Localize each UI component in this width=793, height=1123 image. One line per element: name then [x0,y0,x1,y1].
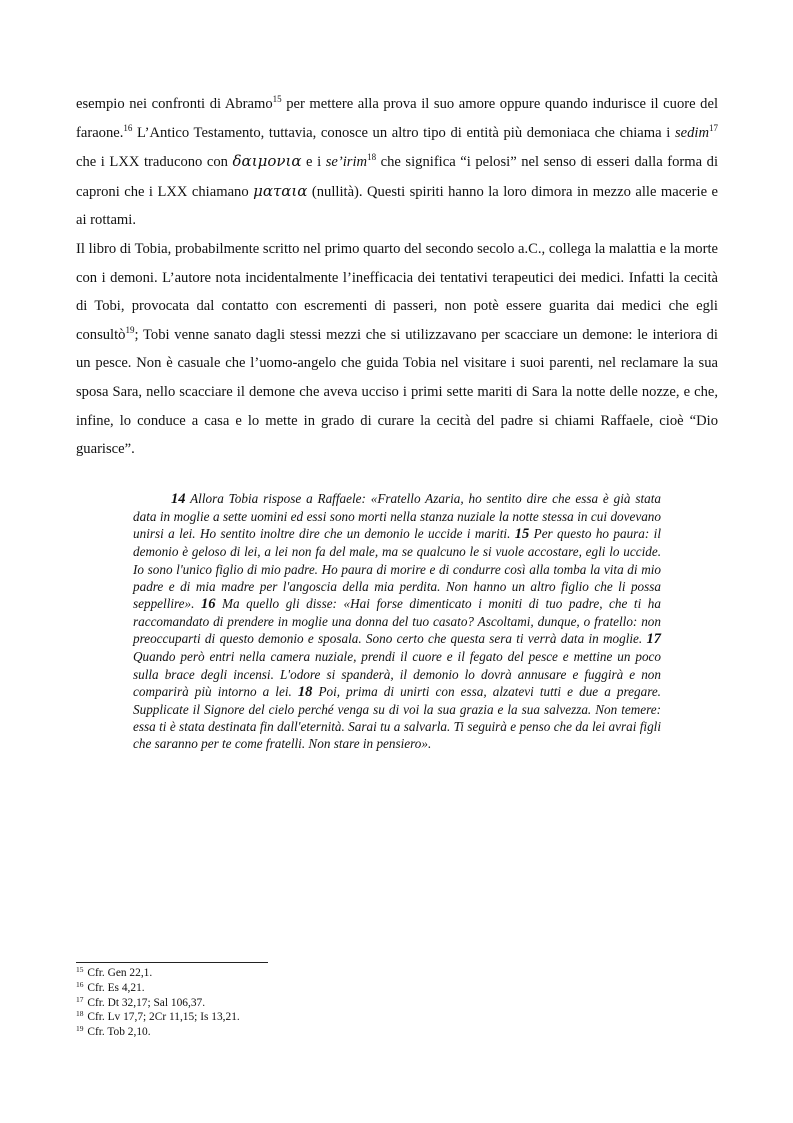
term-sedim: sedim [674,124,709,141]
footnote-text: Cfr. Tob 2,10. [84,1026,151,1039]
verse-text: Allora Tobia rispose a Raffaele: «Fratello Azaria, ho sentito dire che essa è già stata data in moglie a sette uomini ed essi sono morti nella stanza nuziale la notte stessa in cui dovevano unirsi a lei. Ho sentito inoltre dire che un demonio le uccide i mariti. [133,491,661,542]
main-text [76,90,718,464]
footnote-15 [76,966,576,981]
footnote-ref-16[interactable]: 16 [123,122,133,133]
footnote-text: Cfr. Dt 32,17; Sal 106,37. [84,996,206,1009]
footnote-number: 16 [76,979,84,989]
footnote-number: 19 [76,1024,84,1034]
footnote-19 [76,1025,576,1040]
footnote-separator [76,962,268,963]
footnote-17 [76,996,576,1011]
footnote-text: Cfr. Es 4,21. [84,981,145,994]
footnote-16 [76,981,576,996]
greek-term-daimonia: δαιμονια [232,152,302,171]
verse-number-14: 14 [171,491,186,507]
text-run: ; Tobi venne sanato dagli stessi mezzi che si utilizzavano per scacciare un demone: le interiora di un pesce. Non è casuale che l’uomo-angelo che guida Tobia nel visitare i suoi parenti, nel reclamare la sua sposa Sara, nello scacciare il demone che aveva ucciso i primi sette mariti di Sara la notte delle nozze, e che, infine, lo conduce a casa e lo mette in grado di curare la cecità del padre si chiami Raffaele, cioè “Dio guarisce”. [76,326,718,458]
verse-text: Poi, prima di unirti con essa, alzatevi tutti e due a pregare. Supplicate il Signore del cielo perché venga su di voi la sua grazia e la sua salvezza. Non temere: essa ti è stata destinata fin dall'eternità. Sarai tu a salvarla. Ti seguirà e penso che da lei avrai figli che saranno per te come fratelli. Non stare in pensiero». [133,683,661,752]
term-seirim: se’irim [325,154,368,171]
text-run: per mettere alla prova il suo amore oppure quando indurisce il cuore del faraone. [76,96,719,141]
block-quote-tobia [133,490,661,752]
footnotes [76,966,576,1040]
footnote-number: 15 [76,965,84,974]
text-run: L’Antico Testamento, tuttavia, conosce un altro tipo di entità più demoniaca che chiama i [132,124,675,141]
text-run: che i LXX traducono con [76,154,233,171]
text-run: e i [301,154,326,171]
footnote-ref-15[interactable]: 15 [272,94,282,104]
verse-text: Per questo ho paura: il demonio è geloso di lei, a lei non fa del male, ma se qualcuno le si vuole accostare, egli lo uccide. Io sono l'unico figlio di mio padre. Ho paura di morire e di condurre così alla tomba la vita di mio padre e di mia madre per l'angoscia della mia perdita. Non hanno un altro figlio che li possa seppellire». [133,526,661,611]
footnote-ref-17[interactable]: 17 [709,122,718,133]
footnote-number: 18 [76,1009,84,1019]
paragraph-2 [76,235,718,464]
verse-text: Ma quello gli disse: «Hai forse dimenticato i moniti di tuo padre, che ti ha raccomandato di prendere in moglie una donna del tuo casato? Ascoltami, dunque, o fratello: non preoccuparti di questo demonio e sposala. Sono certo che questa sera ti verrà data in moglie. [133,595,661,647]
paragraph-1 [76,90,718,235]
footnote-text: Cfr. Lv 17,7; 2Cr 11,15; Is 13,21. [84,1011,240,1024]
footnote-18 [76,1010,576,1025]
verse-number-17: 17 [646,631,661,648]
footnote-ref-19[interactable]: 19 [125,324,135,335]
verse-number-16: 16 [200,595,216,612]
footnote-ref-18[interactable]: 18 [367,152,377,163]
footnote-text: Cfr. Gen 22,1. [84,967,153,979]
greek-term-mataia: ματαια [253,181,308,200]
verse-text: Quando però entri nella camera nuziale, prendi il cuore e il fegato del pesce e mettine un poco sulla brace degli incensi. L'odore si spanderà, il demonio lo dovrà annusare e fuggirà e non comparirà più intorno a lei. [133,649,661,699]
footnote-number: 17 [76,994,84,1004]
quote-paragraph [133,490,661,752]
text-run: esempio nei confronti di Abramo [76,96,273,112]
text-run: che significa “i pelosi” nel senso di esseri dalla forma di caproni che i LXX chiamano [76,154,718,200]
text-run: (nullità). Questi spiriti hanno la loro dimora in mezzo alle macerie e ai rottami. [76,183,718,229]
verse-number-18: 18 [297,683,313,700]
text-run: Il libro di Tobia, probabilmente scritto nel primo quarto del secondo secolo a.C., collega la malattia e la morte con i demoni. L’autore nota incidentalmente l’inefficacia dei tentativi terapeutici dei medici. Infatti la cecità di Tobi, provocata dal contatto con escrementi di passeri, non potè essere guarita dai medici che egli consultò [76,240,718,343]
verse-number-15: 15 [514,526,530,543]
